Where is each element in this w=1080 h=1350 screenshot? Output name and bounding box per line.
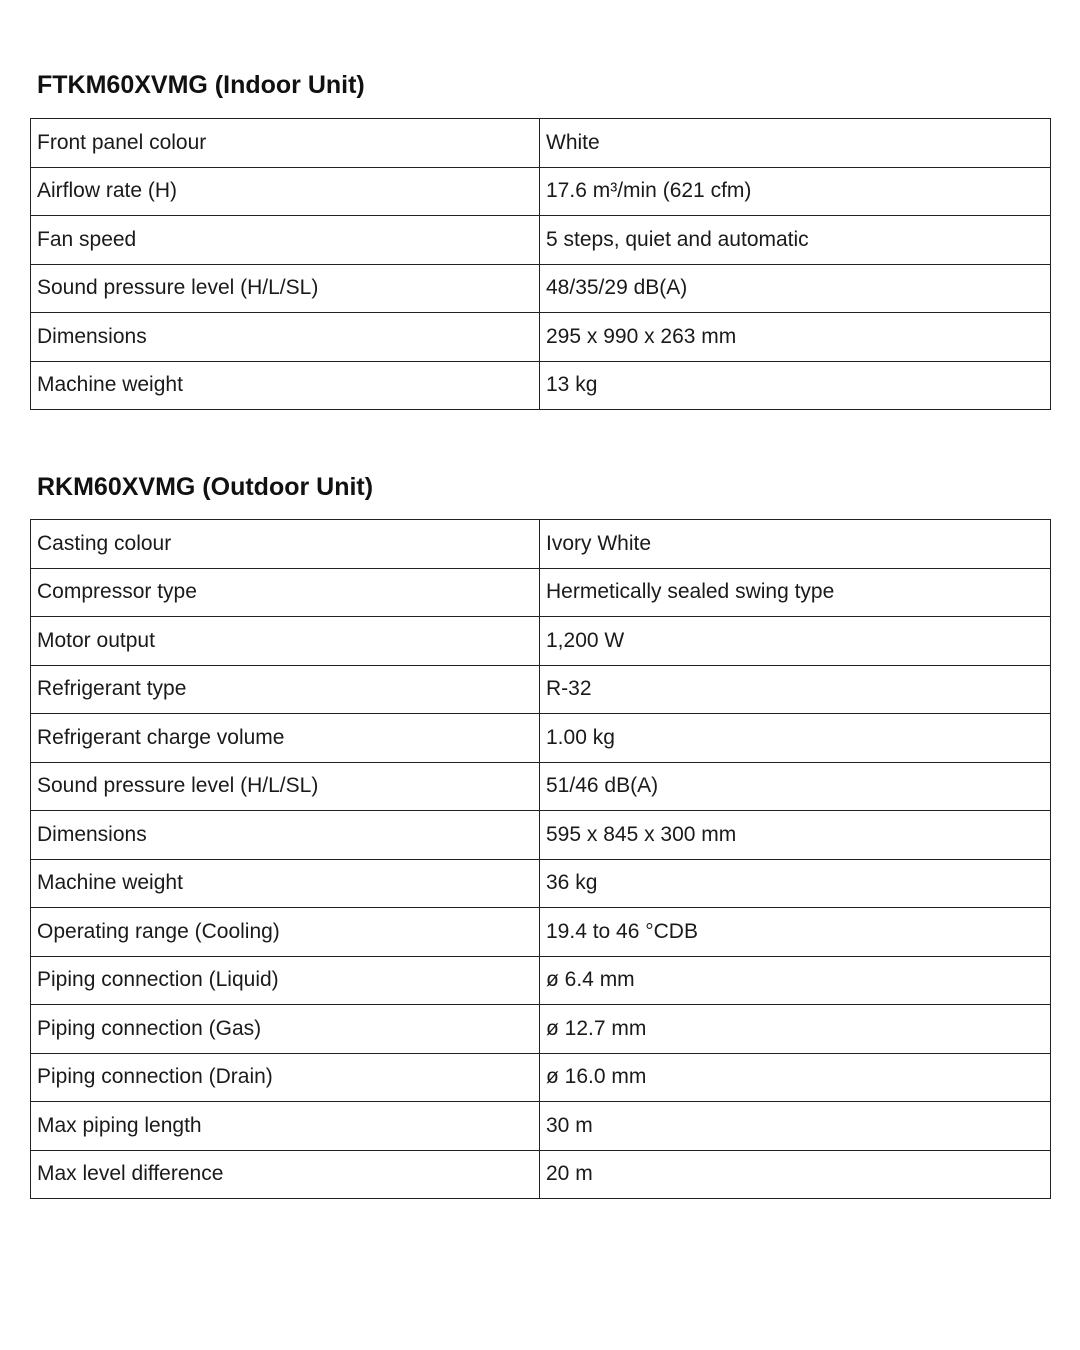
spec-value: R-32: [540, 665, 1051, 714]
spec-value: White: [540, 119, 1051, 168]
spec-value: Ivory White: [540, 520, 1051, 569]
spec-label: Machine weight: [31, 361, 540, 410]
table-row: [31, 1102, 1051, 1151]
spec-value: ø 12.7 mm: [540, 1005, 1051, 1054]
spec-label: Dimensions: [31, 811, 540, 860]
table-row: [31, 119, 1051, 168]
spec-value: 13 kg: [540, 361, 1051, 410]
table-row: [31, 956, 1051, 1005]
spec-label: Piping connection (Gas): [31, 1005, 540, 1054]
spec-label: Casting colour: [31, 520, 540, 569]
table-row: [31, 313, 1051, 362]
table-row: [31, 762, 1051, 811]
table-row: [31, 665, 1051, 714]
spec-value: ø 16.0 mm: [540, 1053, 1051, 1102]
table-row: [31, 714, 1051, 763]
spec-label: Fan speed: [31, 216, 540, 265]
indoor-spec-table: [30, 118, 1051, 410]
spec-label: Piping connection (Drain): [31, 1053, 540, 1102]
table-row: [31, 859, 1051, 908]
spec-label: Refrigerant type: [31, 665, 540, 714]
spec-label: Dimensions: [31, 313, 540, 362]
spec-value: 36 kg: [540, 859, 1051, 908]
table-row: [31, 1053, 1051, 1102]
indoor-unit-title: FTKM60XVMG (Indoor Unit): [37, 71, 365, 99]
spec-label: Refrigerant charge volume: [31, 714, 540, 763]
spec-value: 48/35/29 dB(A): [540, 264, 1051, 313]
outdoor-spec-table: [30, 519, 1051, 1199]
spec-value: 19.4 to 46 °CDB: [540, 908, 1051, 957]
spec-label: Max piping length: [31, 1102, 540, 1151]
spec-label: Operating range (Cooling): [31, 908, 540, 957]
spec-label: Sound pressure level (H/L/SL): [31, 762, 540, 811]
spec-label: Machine weight: [31, 859, 540, 908]
table-row: [31, 361, 1051, 410]
spec-label: Airflow rate (H): [31, 167, 540, 216]
spec-value: 17.6 m³/min (621 cfm): [540, 167, 1051, 216]
table-row: [31, 167, 1051, 216]
spec-value: ø 6.4 mm: [540, 956, 1051, 1005]
table-row: [31, 520, 1051, 569]
spec-label: Motor output: [31, 617, 540, 666]
table-row: [31, 617, 1051, 666]
spec-label: Front panel colour: [31, 119, 540, 168]
spec-value: 30 m: [540, 1102, 1051, 1151]
table-row: [31, 811, 1051, 860]
spec-value: Hermetically sealed swing type: [540, 568, 1051, 617]
spec-value: 295 x 990 x 263 mm: [540, 313, 1051, 362]
spec-value: 51/46 dB(A): [540, 762, 1051, 811]
table-row: [31, 908, 1051, 957]
spec-label: Sound pressure level (H/L/SL): [31, 264, 540, 313]
table-row: [31, 264, 1051, 313]
spec-value: 5 steps, quiet and automatic: [540, 216, 1051, 265]
spec-value: 1.00 kg: [540, 714, 1051, 763]
spec-value: 20 m: [540, 1150, 1051, 1199]
table-row: [31, 1150, 1051, 1199]
spec-value: 595 x 845 x 300 mm: [540, 811, 1051, 860]
spec-label: Piping connection (Liquid): [31, 956, 540, 1005]
table-row: [31, 568, 1051, 617]
outdoor-unit-title: RKM60XVMG (Outdoor Unit): [37, 473, 374, 501]
spec-label: Compressor type: [31, 568, 540, 617]
table-row: [31, 216, 1051, 265]
table-row: [31, 1005, 1051, 1054]
spec-label: Max level difference: [31, 1150, 540, 1199]
spec-value: 1,200 W: [540, 617, 1051, 666]
